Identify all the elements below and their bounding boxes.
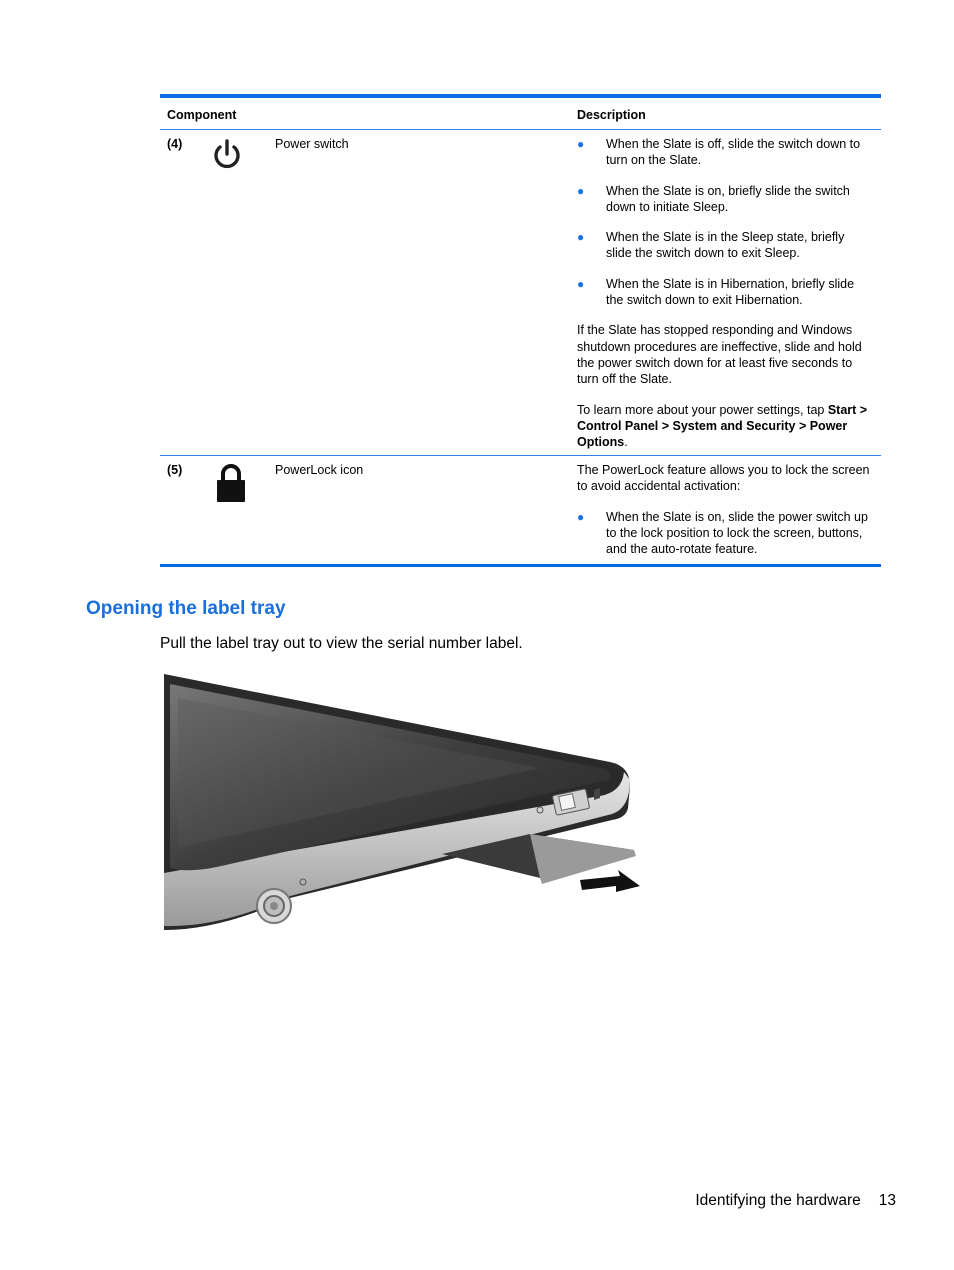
bullet-list <box>577 136 873 308</box>
bullet-icon: ● <box>577 137 585 151</box>
power-icon <box>210 138 244 176</box>
header-component: Component <box>167 108 237 122</box>
table-row-power-switch <box>160 130 881 455</box>
component-name: PowerLock icon <box>275 463 364 477</box>
table-row-powerlock <box>160 456 881 564</box>
row-number: (4) <box>167 137 183 151</box>
paragraph: The PowerLock feature allows you to lock the screen to avoid accidental activation: <box>577 463 870 494</box>
bullet-icon: ● <box>577 276 585 291</box>
bullet-icon: ● <box>577 183 585 198</box>
bullet-icon: ● <box>577 230 585 245</box>
list-item: ● When the Slate is on, slide the power switch up to the lock position to lock the screen, buttons, and the auto-rotate feature. <box>577 509 868 557</box>
list-item: ● When the Slate is in Hibernation, briefly slide the switch down to exit Hibernation. <box>577 276 855 308</box>
header-description: Description <box>577 108 646 122</box>
page-footer <box>695 1192 896 1210</box>
section-body: Pull the label tray out to view the serial number label. <box>160 635 523 652</box>
component-table <box>160 94 881 567</box>
component-description <box>577 136 873 464</box>
list-item: ● When the Slate is off, slide the switch down to turn on the Slate. <box>577 137 861 168</box>
row-number: (5) <box>167 463 183 477</box>
page-number: 13 <box>878 1192 896 1209</box>
component-name: Power switch <box>275 137 349 151</box>
paragraph-power-settings: To learn more about your power settings, tap Start > Control Panel > System and Security > Power Options. <box>577 402 868 450</box>
lock-icon <box>215 462 247 508</box>
section-heading: Opening the label tray <box>86 598 286 619</box>
component-description <box>577 462 873 571</box>
table-header <box>160 98 881 129</box>
list-item: ● When the Slate is on, briefly slide the switch down to initiate Sleep. <box>577 183 850 214</box>
paragraph: If the Slate has stopped responding and Windows shutdown procedures are ineffective, slide and hold the power switch down for at least five seconds to turn off the Slate. <box>577 323 862 387</box>
bullet-icon: ● <box>577 509 585 524</box>
slate-label-tray-illustration <box>160 668 650 940</box>
bullet-list <box>577 509 873 558</box>
footer-chapter: Identifying the hardware <box>695 1192 861 1209</box>
list-item: ● When the Slate is in the Sleep state, briefly slide the switch down to exit Sleep. <box>577 230 845 261</box>
